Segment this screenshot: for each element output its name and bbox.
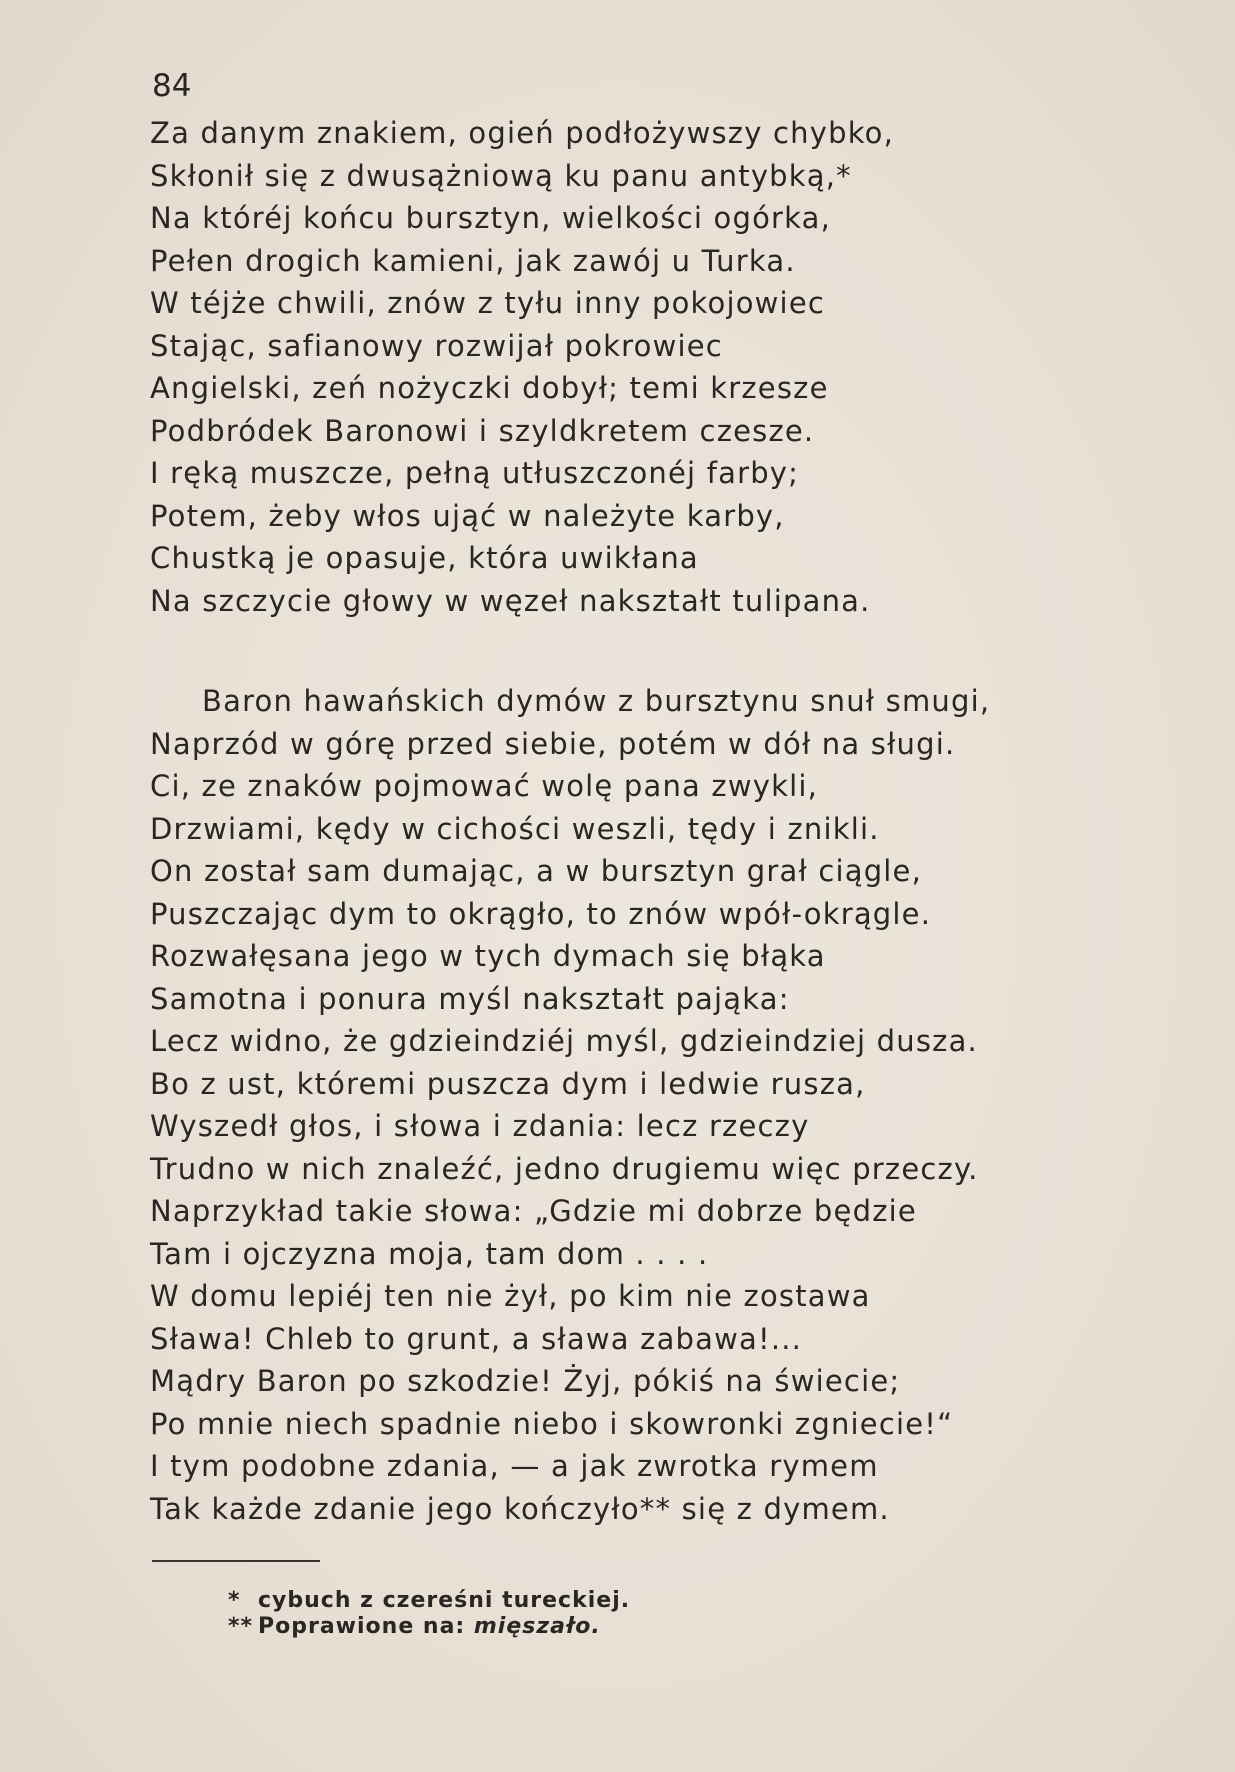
verse-line: Wyszedł głos, i słowa i zdania: lecz rzeczy — [150, 1109, 810, 1143]
footnote-divider — [152, 1560, 320, 1562]
verse-line: Sława! Chleb to grunt, a sława zabawa!... — [150, 1321, 803, 1356]
verse-line: Drzwiami, kędy w cichości weszli, tędy i znikli. — [150, 811, 880, 846]
verse-line: Skłonił się z dwusążniową ku panu antybką,* — [150, 158, 852, 193]
footnote-2 — [228, 1614, 630, 1640]
verse-line: Ci, ze znaków pojmować wolę pana zwykli, — [150, 769, 819, 803]
verse-line: Potem, żeby włos ująć w należyte karby, — [150, 498, 785, 533]
verse-line: Za danym znakiem, ogień podłożywszy chybko, — [150, 116, 895, 150]
footnote-italic: mięszało. — [473, 1614, 601, 1639]
footnote-text: Poprawione na: — [258, 1614, 474, 1639]
page-number: 84 — [152, 68, 192, 104]
verse-line: Po mnie niech spadnie niebo i skowronki zgniecie!“ — [150, 1406, 954, 1441]
footnote-text: cybuch z czereśni tureckiej. — [258, 1588, 631, 1613]
verse-line: Podbródek Baronowi i szyldkretem czesze. — [150, 413, 815, 448]
verse-line: Angielski, zeń nożyczki dobył; temi krzesze — [150, 371, 829, 405]
verse-line: Rozwałęsana jego w tych dymach się błąka — [150, 939, 826, 973]
verse-line: I ręką muszcze, pełną utłuszczonéj farby; — [150, 456, 800, 490]
verse-line: On został sam dumając, a w bursztyn grał ciągle, — [150, 854, 923, 888]
verse-line: Mądry Baron po szkodzie! Żyj, pókiś na świecie; — [150, 1364, 901, 1398]
verse-line: Na któréj końcu bursztyn, wielkości ogórka, — [150, 201, 832, 235]
verse-line: Pełen drogich kamieni, jak zawój u Turka. — [150, 243, 796, 278]
verse-line: Tam i ojczyzna moja, tam dom . . . . — [150, 1236, 709, 1271]
footnotes — [228, 1588, 631, 1640]
verse-line: Tak każde zdanie jego kończyło** się z dymem. — [150, 1491, 890, 1526]
verse-line: Chustką je opasuje, która uwikłana — [150, 541, 699, 575]
verse-line: Naprzykład takie słowa: „Gdzie mi dobrze będzie — [150, 1194, 917, 1228]
footnote-1 — [228, 1588, 631, 1614]
footnote-mark: * — [228, 1588, 241, 1613]
stanza-1 — [150, 112, 894, 622]
verse-line: Stając, safianowy rozwijał pokrowiec — [150, 328, 723, 363]
verse-line: Trudno w nich znaleźć, jedno drugiemu więc przeczy. — [150, 1151, 979, 1186]
footnote-mark: ** — [228, 1614, 254, 1639]
verse-line: Na szczycie głowy w węzeł nakształt tulipana. — [150, 583, 871, 618]
verse-line: Naprzód w górę przed siebie, potém w dół na sługi. — [150, 726, 956, 761]
verse-line: Bo z ust, któremi puszcza dym i ledwie rusza, — [150, 1066, 866, 1101]
verse-line: Lecz widno, że gdzieindziéj myśl, gdzieindziej dusza. — [150, 1024, 978, 1058]
verse-line: Samotna i ponura myśl nakształt pająka: — [150, 981, 790, 1016]
stanza-2 — [150, 680, 990, 1530]
verse-line: W téjże chwili, znów z tyłu inny pokojowiec — [150, 286, 826, 320]
verse-line: Baron hawańskich dymów z bursztynu snuł smugi, — [202, 684, 991, 718]
verse-line: Puszczając dym to okrągło, to znów wpół-okrągle. — [150, 896, 932, 931]
verse-line: W domu lepiéj ten nie żył, po kim nie zostawa — [150, 1279, 871, 1313]
verse-line: I tym podobne zdania, — a jak zwrotka rymem — [150, 1449, 879, 1483]
